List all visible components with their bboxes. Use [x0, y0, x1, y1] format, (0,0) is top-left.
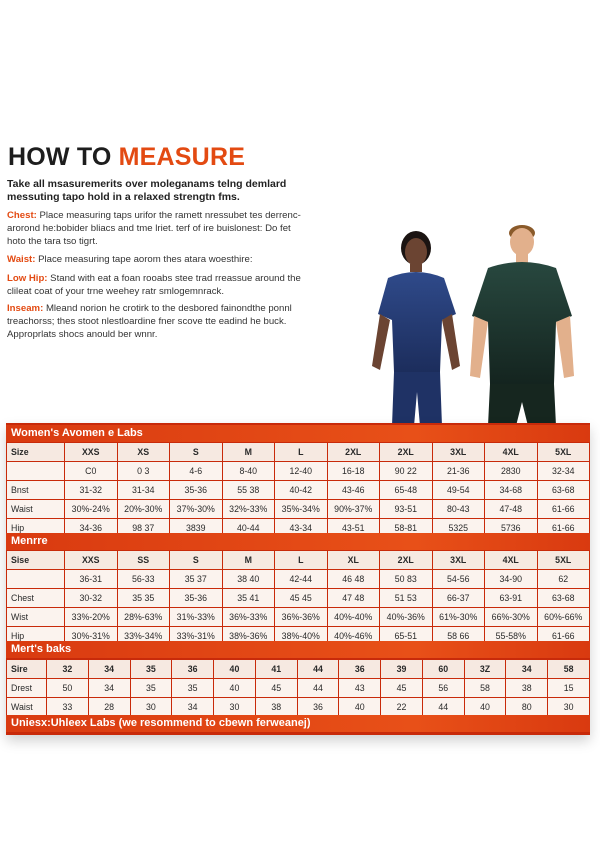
- table-cell: 32: [47, 660, 89, 679]
- instruction-text: Stand with eat a foan rooabs stee trad rreassue around the clileat coat of your trne weehey ratr smlogemnrack.: [7, 273, 301, 297]
- table-cell: 5736: [485, 519, 538, 538]
- mens-labs-section-title: Mert's baks: [6, 641, 590, 658]
- table-cell: 39: [381, 660, 423, 679]
- row-label: Hip: [7, 627, 65, 646]
- table-cell: 46 48: [327, 570, 380, 589]
- instruction-low-hip: [7, 272, 307, 298]
- table-cell: 5XL: [537, 551, 590, 570]
- instruction-inseam: [7, 302, 307, 341]
- table-cell: 30%-31%: [65, 627, 118, 646]
- table-cell: 34-68: [485, 481, 538, 500]
- table-cell: 38: [255, 698, 297, 717]
- table-cell: 49-54: [432, 481, 485, 500]
- title-part-1: HOW TO: [8, 143, 119, 171]
- table-cell: L: [275, 551, 328, 570]
- table-cell: 30: [130, 698, 172, 717]
- instruction-waist: [7, 253, 307, 266]
- table-cell: 34-36: [65, 519, 118, 538]
- row-label: Sise: [7, 551, 65, 570]
- table-cell: 63-68: [537, 481, 590, 500]
- table-cell: XL: [327, 551, 380, 570]
- table-cell: 65-51: [380, 627, 433, 646]
- table-cell: 28%-63%: [117, 608, 170, 627]
- row-label: [7, 570, 65, 589]
- table-cell: 0 3: [117, 462, 170, 481]
- table-cell: 34-90: [485, 570, 538, 589]
- table-cell: 33%-31%: [170, 627, 223, 646]
- table-cell: 32-34: [537, 462, 590, 481]
- title-part-2: MEASURE: [118, 143, 246, 171]
- table-cell: S: [170, 443, 223, 462]
- intro-text: Take all msasuremerits over moleganams telng demlard messuting tapo hold in a relaxed strengtn fms.: [7, 178, 287, 203]
- table-cell: 65-48: [380, 481, 433, 500]
- table-cell: 61%-30%: [432, 608, 485, 627]
- table-cell: 5XL: [537, 443, 590, 462]
- table-cell: 40: [339, 698, 381, 717]
- row-label: [7, 462, 65, 481]
- table-cell: 43-46: [327, 481, 380, 500]
- instruction-text: Place measuring tape aorom thes atara woesthire:: [38, 254, 253, 265]
- instruction-chest: [7, 209, 307, 248]
- table-cell: 80-43: [432, 500, 485, 519]
- table-cell: 47 48: [327, 589, 380, 608]
- table-cell: 35: [130, 679, 172, 698]
- table-cell: 35 37: [170, 570, 223, 589]
- row-label: Hip: [7, 519, 65, 538]
- table-cell: XXS: [65, 551, 118, 570]
- table-cell: 44: [422, 698, 464, 717]
- table-row: [7, 500, 590, 519]
- table-cell: 31-34: [117, 481, 170, 500]
- table-cell: 35-36: [170, 481, 223, 500]
- table-cell: 16-18: [327, 462, 380, 481]
- size-chart: [6, 423, 590, 735]
- table-cell: 66%-30%: [485, 608, 538, 627]
- table-cell: 12-40: [275, 462, 328, 481]
- row-label: Drest: [7, 679, 47, 698]
- table-cell: 2XL: [380, 551, 433, 570]
- table-cell: 47-48: [485, 500, 538, 519]
- table-cell: 3XL: [432, 551, 485, 570]
- table-cell: 44: [297, 660, 339, 679]
- table-row: [7, 679, 590, 698]
- man-model: [470, 225, 574, 426]
- table-cell: 36-31: [65, 570, 118, 589]
- table-cell: 22: [381, 698, 423, 717]
- women-size-table: [6, 442, 590, 538]
- table-cell: 33%-20%: [65, 608, 118, 627]
- table-cell: 63-68: [537, 589, 590, 608]
- instruction-text: Mleand norion he crotirk to the desbored fainondthe ponnl treachorss; thes stoot nlestloardine fner scove tte eadind he buck. Approprlats shocs anould ber wnnr.: [7, 303, 292, 340]
- table-cell: 40-42: [275, 481, 328, 500]
- table-cell: 3Z: [464, 660, 506, 679]
- table-row: [7, 570, 590, 589]
- table-cell: 40: [464, 698, 506, 717]
- table-cell: 62: [537, 570, 590, 589]
- table-cell: 93-51: [380, 500, 433, 519]
- table-cell: 5325: [432, 519, 485, 538]
- table-cell: 40-44: [222, 519, 275, 538]
- table-cell: 55-58%: [485, 627, 538, 646]
- table-cell: 80: [506, 698, 548, 717]
- table-cell: SS: [117, 551, 170, 570]
- table-row: [7, 443, 590, 462]
- table-cell: 45 45: [275, 589, 328, 608]
- table-cell: 43: [339, 679, 381, 698]
- table-cell: 31%-33%: [170, 608, 223, 627]
- table-cell: 36: [339, 660, 381, 679]
- table-cell: 40%-46%: [327, 627, 380, 646]
- table-cell: 51 53: [380, 589, 433, 608]
- table-cell: 37%-30%: [170, 500, 223, 519]
- table-cell: 38 40: [222, 570, 275, 589]
- table-cell: 45: [255, 679, 297, 698]
- row-label: Waist: [7, 698, 47, 717]
- table-cell: 54-56: [432, 570, 485, 589]
- table-cell: 3XL: [432, 443, 485, 462]
- table-row: [7, 551, 590, 570]
- table-cell: 43-51: [327, 519, 380, 538]
- table-cell: 34: [172, 698, 214, 717]
- row-label: Sire: [7, 660, 47, 679]
- table-cell: 2XL: [327, 443, 380, 462]
- table-cell: 40%-40%: [327, 608, 380, 627]
- table-cell: 33%-34%: [117, 627, 170, 646]
- table-row: [7, 660, 590, 679]
- table-cell: 38%-40%: [275, 627, 328, 646]
- table-cell: 36: [172, 660, 214, 679]
- table-cell: 35: [130, 660, 172, 679]
- table-cell: 58-81: [380, 519, 433, 538]
- row-label: Chest: [7, 589, 65, 608]
- table-cell: 41: [255, 660, 297, 679]
- table-cell: XS: [117, 443, 170, 462]
- table-cell: 4XL: [485, 551, 538, 570]
- table-cell: 98 37: [117, 519, 170, 538]
- men-size-table: [6, 550, 590, 646]
- table-cell: 40%-36%: [380, 608, 433, 627]
- table-cell: 90 22: [380, 462, 433, 481]
- table-cell: 61-66: [537, 500, 590, 519]
- table-cell: 50 83: [380, 570, 433, 589]
- table-row: [7, 589, 590, 608]
- instruction-label: Inseam:: [7, 303, 44, 314]
- table-cell: 40: [214, 660, 256, 679]
- table-cell: 34: [506, 660, 548, 679]
- table-cell: 34: [88, 679, 130, 698]
- models-photo: [358, 216, 594, 426]
- table-cell: 8-40: [222, 462, 275, 481]
- table-cell: 44: [297, 679, 339, 698]
- table-cell: 15: [548, 679, 590, 698]
- table-cell: 2830: [485, 462, 538, 481]
- table-cell: 31-32: [65, 481, 118, 500]
- table-cell: 90%-37%: [327, 500, 380, 519]
- table-cell: 4-6: [170, 462, 223, 481]
- table-cell: M: [222, 551, 275, 570]
- table-cell: 35: [172, 679, 214, 698]
- table-row: [7, 698, 590, 717]
- table-cell: 55 38: [222, 481, 275, 500]
- table-cell: 30: [214, 698, 256, 717]
- table-cell: 61-66: [537, 627, 590, 646]
- table-cell: 35%-34%: [275, 500, 328, 519]
- unisex-section-title: Uniesx:Uhleex Labs (we resommend to cbewn ferweanej): [6, 715, 590, 732]
- row-label: Wist: [7, 608, 65, 627]
- table-cell: 58: [464, 679, 506, 698]
- mens-labs-size-table: [6, 659, 590, 717]
- table-cell: 35 35: [117, 589, 170, 608]
- table-cell: 58 66: [432, 627, 485, 646]
- table-cell: 36: [297, 698, 339, 717]
- table-cell: XXS: [65, 443, 118, 462]
- table-cell: 63-91: [485, 589, 538, 608]
- table-row: [7, 462, 590, 481]
- table-cell: C0: [65, 462, 118, 481]
- table-cell: M: [222, 443, 275, 462]
- table-cell: 30%-24%: [65, 500, 118, 519]
- table-cell: 38%-36%: [222, 627, 275, 646]
- instruction-label: Low Hip:: [7, 273, 48, 284]
- table-cell: 66-37: [432, 589, 485, 608]
- table-row: [7, 608, 590, 627]
- row-label: Waist: [7, 500, 65, 519]
- table-cell: 34: [88, 660, 130, 679]
- instruction-label: Waist:: [7, 254, 36, 265]
- table-cell: 2XL: [380, 443, 433, 462]
- table-cell: 36%-33%: [222, 608, 275, 627]
- woman-model: [372, 231, 460, 426]
- table-cell: 56: [422, 679, 464, 698]
- table-cell: 40: [214, 679, 256, 698]
- table-cell: L: [275, 443, 328, 462]
- table-cell: 45: [381, 679, 423, 698]
- table-cell: 21-36: [432, 462, 485, 481]
- table-row: [7, 481, 590, 500]
- table-cell: 60%-66%: [537, 608, 590, 627]
- table-cell: 60: [422, 660, 464, 679]
- row-label: Size: [7, 443, 65, 462]
- women-section-title: Women's Avomen e Labs: [6, 425, 590, 442]
- table-cell: 32%-33%: [222, 500, 275, 519]
- table-cell: 28: [88, 698, 130, 717]
- table-cell: 38: [506, 679, 548, 698]
- table-cell: 4XL: [485, 443, 538, 462]
- table-cell: 30-32: [65, 589, 118, 608]
- table-cell: 50: [47, 679, 89, 698]
- men-section-title: Menrre: [6, 533, 590, 550]
- table-cell: 20%-30%: [117, 500, 170, 519]
- table-cell: 56-33: [117, 570, 170, 589]
- table-cell: 33: [47, 698, 89, 717]
- table-cell: 61-66: [537, 519, 590, 538]
- table-cell: 35 41: [222, 589, 275, 608]
- instruction-label: Chest:: [7, 210, 37, 221]
- table-cell: 35-36: [170, 589, 223, 608]
- table-cell: 42-44: [275, 570, 328, 589]
- table-cell: S: [170, 551, 223, 570]
- table-cell: 43-34: [275, 519, 328, 538]
- table-cell: 58: [548, 660, 590, 679]
- table-cell: 3839: [170, 519, 223, 538]
- table-cell: 30: [548, 698, 590, 717]
- row-label: Bnst: [7, 481, 65, 500]
- instruction-text: Place measuring taps urifor the ramett nressubet tes derrenc-arorond he:bobider bliacs and tme lriet. terf of ire buislonest: Do fet hoto the tara tso tigrt.: [7, 210, 301, 247]
- table-cell: 36%-36%: [275, 608, 328, 627]
- page-title: [8, 143, 245, 172]
